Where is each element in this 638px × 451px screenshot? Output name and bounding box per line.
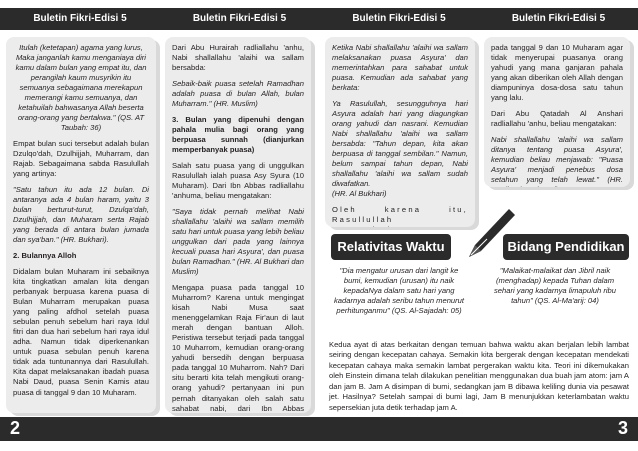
hadith-source: (HR. Al Bukhari) [332, 189, 387, 199]
column-2 [165, 37, 311, 413]
hadith-quote: Nabi shallallahu 'alaihi wa sallam ditanya tentang puasa Asyura', kemudian beliau menjawab: "Puasa Asyura' menjadi penebus dosa setahun yang telah lewat." (HR. [491, 135, 623, 185]
article-title: Relativitas Waktu [331, 234, 451, 260]
section-heading: 3. Bulan yang dipenuhi dengan pahala mulia bagi orang yang berpuasa sunnah (dianjurkan memperbanyak puasa) [172, 115, 304, 155]
column-4 [484, 37, 630, 187]
header-title: Buletin Fikri-Edisi 5 [511, 13, 606, 24]
page-number: 3 [617, 418, 628, 438]
hadith-quote: "Saya tidak pernah melihat Nabi shallallahu 'alaihi wa sallam memilih satu hari untuk puasa yang lebih beliau unggulkan dari pada yang lainnya kecuali puasa hari Asyura', dan puasa bulan Ramadhan." (HR. Al Bukhari dan Muslim) [172, 207, 304, 277]
section-heading: 2. Bulannya Alloh [13, 251, 77, 261]
column-1 [6, 37, 156, 413]
header-bar-right [319, 8, 638, 30]
header-bar-left [0, 8, 319, 30]
paragraph: Mengapa puasa pada tanggal 10 Muharrom? Karena untuk mengingat kisah Nabi Musa saat menenggelamkan Raja Fir'aun di laut merah dengan bantuan Alloh. Peristiwa tersebut terjadi pada tanggal 10 Muharrom, kemudian orang-orang yahudi bersedih dengan berpuasa pada tanggal 10 Muharrom. Nah? Dari situ berarti kita telah mengikuti orang-orang yahudi? pertanyaan ini pun pernah ditanyakan oleh salah satu sahabat nabi, dari Ibn Abbas [172, 283, 304, 413]
hadith-quote: Ya Rasulullah, sesungguhnya hari Asyura adalah hari yang diagungkan orang yahudi dan nasrani. Kemudian Nabi shallallahu 'alaihi wa sallam bersabda: "Tahun depan, kita akan berpuasa di tanggal sembilan." Namun, belum sampai tahun depan, Nabi shallallahu 'alaihi wa sallam sudah diwafatkan. [332, 99, 468, 189]
hadith-quote: "Satu tahun itu ada 12 bulan. Di antaranya ada 4 bulan haram, yaitu 3 bulan berturut-turut, Dzulqa'dah, Dzulhijjah, dan Muharam serta Rajab yang berada di antara bulan jumada dan sya'ban." (HR. Bukhari). [13, 185, 149, 245]
right-page [319, 0, 638, 451]
paragraph: Didalam bulan Muharam ini sebaiknya kita tingkatkan amalan kita dengan perbanyak berpuasa karena puasa di Bulan Muharram merupakan puasa yang paling afdhol setelah puasa sebulan penuh sebelum hari raya Idul fitri dan dua hari sebelum hari raya idul adha. Namun tidak diperkenankan untuk puasa sebulan penuh karena tidak ada tuntunannya dari Rasulullah. Kita dapat melaksanakan ibadah puasa Nabi Daud, puasa Senin Kamis atau puasa di tanggal 9 dan 10 Muharam. [13, 267, 149, 397]
column-3 [325, 37, 475, 227]
page-number: 2 [10, 418, 21, 438]
paragraph: Dari Abu Hurairah radliallahu 'anhu, Nabi shallallahu 'alaihi wa sallam bersabda: [172, 43, 304, 73]
hadith-quote: Ketika Nabi shallallahu 'alaihi wa sallam melaksanakan puasa Asyura' dan memerintahkan para sahabat untuk puasa. Kemudian ada sahabat yang berkata: [332, 43, 468, 93]
paragraph: Oleh karena itu, Rasullullah [332, 205, 468, 225]
quran-quote: Itulah (ketetapan) agama yang lurus, Maka janganlah kamu menganiaya diri kamu dalam bulan yang empat itu, dan perangilah kaum musyrikin itu semuanya sebagaimana merekapun memerangi kamu semuanya, dan ketahuilah bahwasanya Allah beserta orang-orang yang bertakwa." (QS. AT Taubah: 36) [15, 43, 147, 133]
article-body: Kedua ayat di atas berkaitan dengan temuan bahwa waktu akan berjalan lebih lambat seiring dengan kecepatan cahaya. Semakin kita bergerak dengan kecepatan mendekati kecepatan cahaya maka semakin lambat pergerakan waktu kita. Teori ini dikemukakan oleh Einstein dimana telah dilakukan penelitian menggunakan dua buah jam atom: jam A dan jam B. Jam A disimpan di bumi, sedangkan jam B dibawa keliling dunia via pesawat jet. Hasilnya? Setelah sampai di bumi lagi, Jam B menunjukkan keterlambatan waktu sepersekian juta detik terhadap jam A. [329, 340, 629, 412]
quran-quote-right: "Malaikat-malaikat dan Jibril naik (menghadap) kepada Tuhan dalam sehari yang kadarnya limapuluh ribu tahun" (QS. Al-Ma'arij: 04) [494, 266, 616, 306]
section-label: Bidang Pendidikan [503, 234, 629, 260]
paragraph: Salah satu puasa yang di unggulkan Rasulullah ialah puasa Asy Syura (10 Muharam). Dari Ibn Abbas radliallahu 'anhuma, beliau mengatakan: [172, 161, 304, 201]
header-title: Buletin Fikri-Edisi 5 [352, 13, 446, 24]
header-title: Buletin Fikri-Edisi 5 [33, 13, 127, 24]
header-title: Buletin Fikri-Edisi 5 [192, 13, 287, 24]
footer-bar-right [319, 417, 638, 441]
paragraph: Empat bulan suci tersebut adalah bulan Dzulqo'dah, Dzulhijjah, Muharram, dan Rajab. Sebagaimana sabda Rasulullah yang artinya: [13, 139, 149, 179]
paragraph: pada tanggal 9 dan 10 Muharam agar tidak menyerupai puasanya orang yahudi yang mana ganjaran pahala yang akan diberikan oleh Allah dengan diampuninya dosa-dosa satu tahun yang lalu. [491, 43, 623, 103]
hadith-quote: Sebaik-baik puasa setelah Ramadhan adalah puasa di bulan Allah, bulan Muharram." (HR. Muslim) [172, 79, 304, 109]
quran-quote-left: "Dia mengatur urusan dari langit ke bumi, kemudian (urusan) itu naik kepadaNya dalam satu hari yang kadarnya adalah seribu tahun menurut perhitunganmu" (QS. Al-Sajadah: 05) [333, 266, 465, 316]
paragraph: Dari Abu Qatadah Al Anshari radliallahu 'anhu, beliau mengatakan: [491, 109, 623, 129]
footer-bar-left [0, 417, 319, 441]
